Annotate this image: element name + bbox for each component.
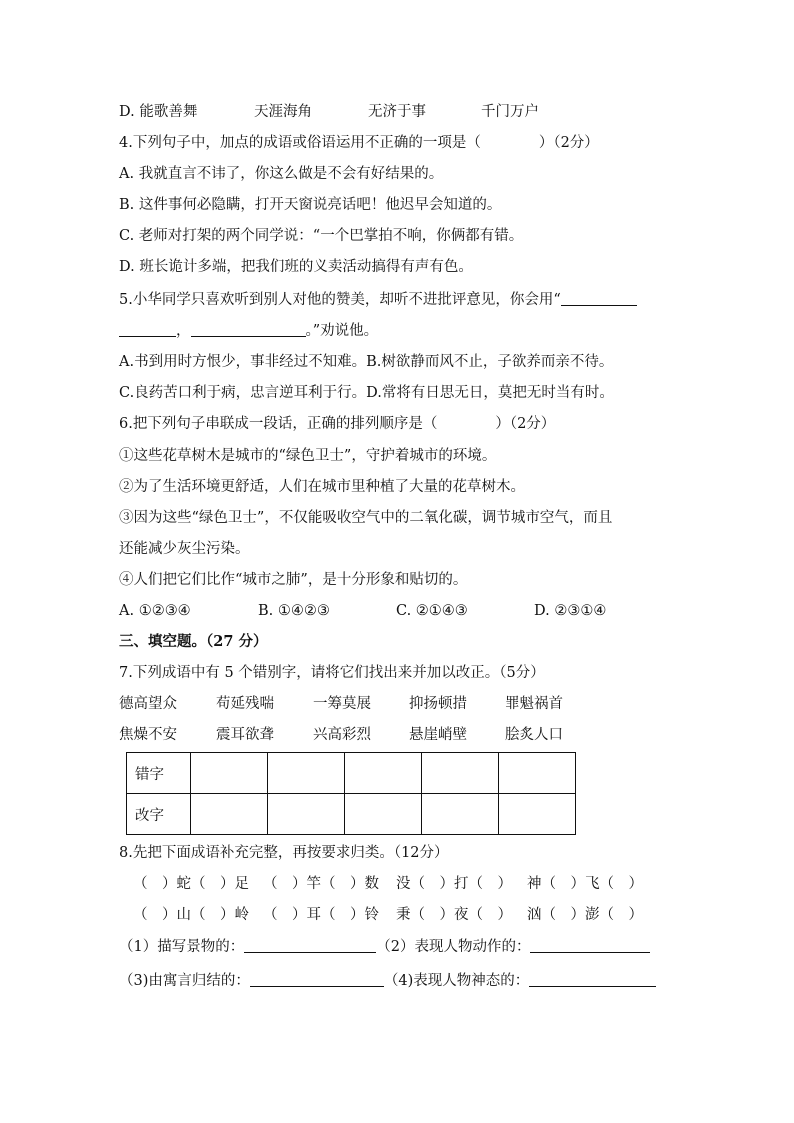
q8-idiom-blank[interactable]: 没（ ）打（ ） [396, 876, 512, 892]
q3-option-d-word3: 无济于事 [368, 104, 426, 120]
q6-option-c: C. ②①④③ [396, 603, 468, 619]
section-3-title: 三、填空题。（27 分） [119, 633, 268, 650]
answer-cell[interactable] [422, 753, 499, 794]
q8-idiom-blank[interactable]: 秉（ ）夜（ ） [396, 907, 512, 923]
q7-idiom: 一筹莫展 [313, 696, 371, 712]
q6-option-a: A. ①②③④ [119, 603, 191, 619]
q3-option-d-word2: 天涯海角 [254, 104, 312, 120]
table-row [127, 753, 576, 794]
q5-blank-2[interactable] [191, 321, 306, 337]
corrected-char-header: 改字 [127, 794, 191, 835]
answer-cell[interactable] [268, 794, 345, 835]
q4-stem: 4.下列句子中，加点的成语或俗语运用不正确的一项是（ ）（2分） [119, 135, 599, 151]
q7-idiom: 抑扬顿措 [409, 696, 467, 712]
q8-category-row-2 [119, 971, 656, 991]
answer-cell[interactable] [345, 753, 422, 794]
q5-line2-end: 。”劝说他。 [305, 323, 379, 339]
q8-idiom-blank[interactable]: （ ）蛇（ ）足 [133, 876, 249, 892]
q5-options-cd: C.良药苦口利于病，忠言逆耳利于行。D.常将有日思无日，莫把无时当有时。 [119, 385, 614, 401]
answer-cell[interactable] [499, 794, 576, 835]
q5-stem-text: 5.小华同学只喜欢听到别人对他的赞美，却听不进批评意见，你会用“ [119, 292, 561, 308]
q6-sentence-1: ①这些花草树木是城市的“绿色卫士”，守护着城市的环境。 [119, 448, 497, 464]
q8-idiom-blank[interactable]: （ ）竿（ ）数 [263, 876, 379, 892]
q8-category-2-label: （2）表现人物动作的： [376, 939, 531, 955]
q8-category-1-blank[interactable] [244, 937, 376, 953]
q8-idiom-blank[interactable]: 汹（ ）澎（ ） [527, 907, 643, 923]
table-row [127, 794, 576, 835]
answer-cell[interactable] [268, 753, 345, 794]
q7-idiom: 兴高彩烈 [313, 727, 371, 743]
q8-idiom-blank[interactable]: （ ）山（ ）岭 [133, 907, 249, 923]
q4-option-c: C. 老师对打架的两个同学说：“一个巴掌拍不响，你俩都有错。 [119, 228, 524, 244]
q4-option-d: D. 班长诡计多端，把我们班的义卖活动搞得有声有色。 [119, 259, 473, 275]
q5-options-ab: A.书到用时方恨少，事非经过不知难。B.树欲静而风不止，子欲养而亲不待。 [119, 354, 614, 370]
q7-answer-table [126, 752, 576, 835]
q8-category-row-1 [119, 937, 650, 957]
q3-option-d-word4: 千门万户 [481, 104, 539, 120]
q5-stem [119, 290, 637, 310]
q8-category-3-label: （3)由寓言归结的： [119, 973, 250, 989]
q8-category-4-blank[interactable] [529, 971, 656, 987]
q6-sentence-3a: ③因为这些“绿色卫士”，不仅能吸收空气中的二氧化碳，调节城市空气，而且 [119, 510, 613, 526]
q4-option-b: B. 这件事何必隐瞒，打开天窗说亮话吧！他迟早会知道的。 [119, 197, 502, 213]
q7-idiom: 震耳欲聋 [216, 727, 274, 743]
q8-idiom-blank[interactable]: （ ）耳（ ）铃 [263, 907, 379, 923]
answer-cell[interactable] [499, 753, 576, 794]
q6-option-b: B. ①④②③ [258, 603, 330, 619]
q6-sentence-2: ②为了生活环境更舒适，人们在城市里种植了大量的花草树木。 [119, 479, 525, 495]
wrong-char-header: 错字 [127, 753, 191, 794]
q8-category-4-label: （4)表现人物神态的： [383, 973, 530, 989]
q6-option-d: D. ②③①④ [534, 603, 607, 619]
q7-idiom: 悬崖峭壁 [409, 727, 467, 743]
q8-idiom-blank[interactable]: 神（ ）飞（ ） [527, 876, 643, 892]
answer-cell[interactable] [191, 794, 268, 835]
answer-cell[interactable] [191, 753, 268, 794]
q5-comma: ， [176, 323, 191, 339]
q5-blank-1a[interactable] [561, 290, 637, 306]
q7-stem: 7.下列成语中有 5 个错别字，请将它们找出来并加以改正。（5分） [119, 665, 545, 681]
answer-cell[interactable] [345, 794, 422, 835]
q8-category-1-label: （1）描写景物的： [119, 939, 245, 955]
q8-category-2-blank[interactable] [530, 937, 650, 953]
q8-stem: 8.先把下面成语补充完整，再按要求归类。（12分） [119, 845, 449, 861]
q3-option-d-label: D. 能歌善舞 [119, 104, 198, 120]
q7-idiom: 焦燥不安 [119, 727, 177, 743]
q5-line2 [119, 321, 378, 341]
answer-cell[interactable] [422, 794, 499, 835]
q6-stem: 6.把下列句子串联成一段话，正确的排列顺序是（ ）（2分） [119, 416, 556, 432]
q6-sentence-4: ④人们把它们比作“城市之肺”，是十分形象和贴切的。 [119, 572, 468, 588]
q5-blank-1b[interactable] [119, 321, 176, 337]
q7-idiom: 苟延残喘 [216, 696, 274, 712]
q6-sentence-3b: 还能减少灰尘污染。 [119, 541, 250, 557]
q8-category-3-blank[interactable] [250, 971, 384, 987]
q4-option-a: A. 我就直言不讳了，你这么做是不会有好结果的。 [119, 166, 444, 182]
q7-idiom: 脍炙人口 [505, 727, 563, 743]
q7-idiom: 德高望众 [119, 696, 177, 712]
q7-idiom: 罪魁祸首 [505, 696, 563, 712]
